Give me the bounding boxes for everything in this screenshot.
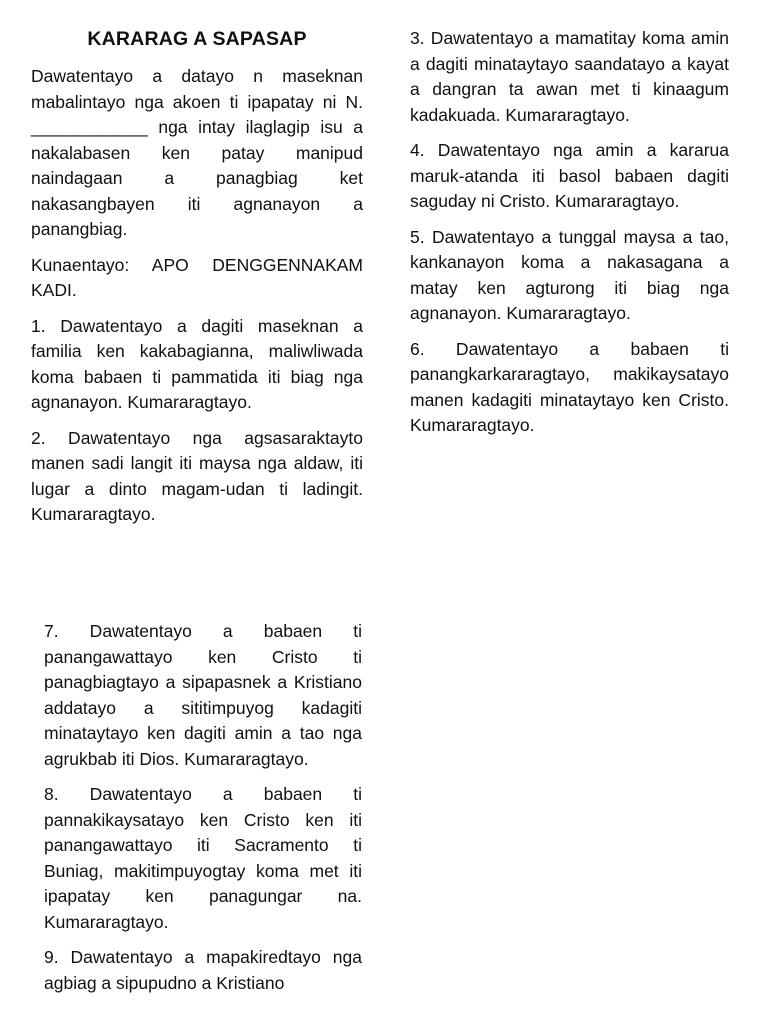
petition-7: 7. Dawatentayo a babaen ti panangawattayo ken Cristo ti panagbiagtayo a sipapasnek a Kristiano addatayo a sititimpuyog kadagiti minataytayo ken dagiti amin a tao nga agrukbab iti Dios. Kumararagtayo. xyxy=(44,621,362,769)
petition-3: 3. Dawatentayo a mamatitay koma amin a dagiti minataytayo saandatayo a kayat a dangran ta awan met ti kinaagum kadakuada. Kumararagtayo. xyxy=(410,28,729,125)
right-column xyxy=(410,26,729,449)
left-column xyxy=(31,26,363,538)
petition-8: 8. Dawatentayo a babaen ti pannakikaysatayo ken Cristo ken iti panangawattayo iti Sacramento ti Buniag, makitimpuyogtay koma met iti ipapatay ken panagungar na. Kumararagtayo. xyxy=(44,784,362,932)
document-title: KARARAG A SAPASAP xyxy=(87,28,307,50)
petition-6: 6. Dawatentayo a babaen ti panangkarkararagtayo, makikaysatayo manen kadagiti minataytayo ken Cristo. Kumararagtayo. xyxy=(410,338,729,435)
petition-1: 1. Dawatentayo a dagiti maseknan a familia ken kakabagianna, maliwliwada koma babaen ti pammatida iti biag nga agnanayon. Kumararagtayo. xyxy=(31,315,363,412)
response-line: Kunaentayo: APO DENGGENNAKAM KADI. xyxy=(31,254,363,300)
petition-4: 4. Dawatentayo nga amin a kararua maruk-atanda iti basol babaen dagiti saguday ni Cristo. Kumararagtayo. xyxy=(410,140,729,211)
petition-9: 9. Dawatentayo a mapakiredtayo nga agbiag a sipupudno a Kristiano xyxy=(44,947,362,993)
lower-column xyxy=(44,619,362,1006)
petition-2: 2. Dawatentayo nga agsasaraktayto manen sadi langit iti maysa nga aldaw, iti lugar a dinto magam-udan ti ladingit. Kumararagtayo. xyxy=(31,427,363,524)
intro-paragraph: Dawatentayo a datayo n maseknan mabalintayo nga akoen ti ipapatay ni N. ____________ nga intay ilaglagip isu a nakalabasen ken patay manipud naindagaan a panagbiag ket nakasangbayen iti agnanayon a panangbiag. xyxy=(31,66,363,239)
petition-5: 5. Dawatentayo a tunggal maysa a tao, kankanayon koma a nakasagana a matay ken agturong iti biag nga agnanayon. Kumararagtayo. xyxy=(410,226,729,323)
